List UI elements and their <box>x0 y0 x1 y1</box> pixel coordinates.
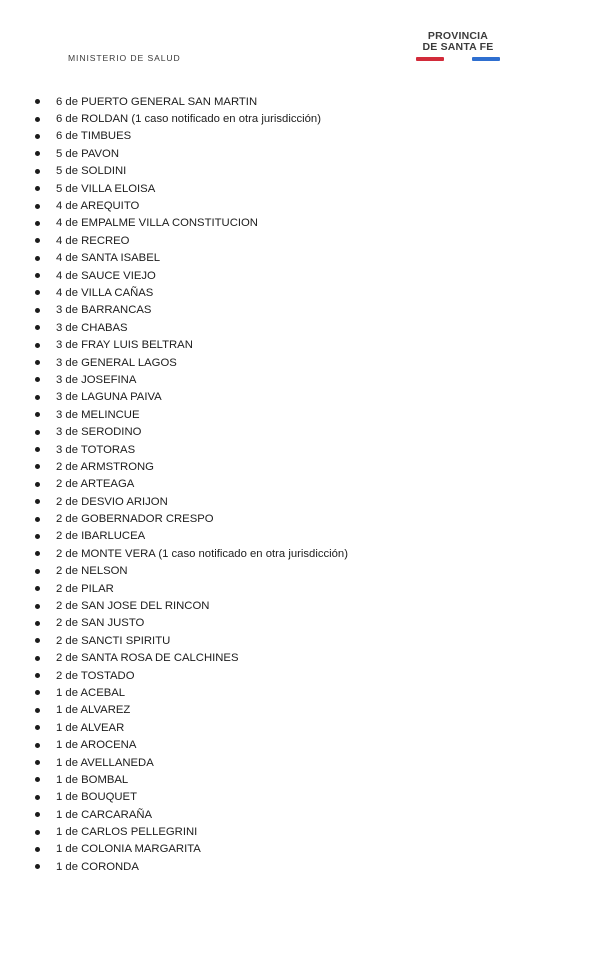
list-item-text: 2 de IBARLUCEA <box>56 530 146 543</box>
list-item <box>35 215 348 232</box>
list-item-text: 1 de ALVEAR <box>56 721 125 734</box>
bullet-icon <box>35 656 40 661</box>
logo-text-line1: PROVINCIA <box>427 30 489 42</box>
list-item-text: 3 de TOTORAS <box>56 443 136 456</box>
bullet-icon <box>35 638 40 643</box>
bullet-icon <box>35 586 40 591</box>
list-item <box>35 93 348 110</box>
bullet-icon <box>35 621 40 626</box>
list-item-text: 3 de JOSEFINA <box>56 373 137 386</box>
list-item-text: 4 de RECREO <box>56 234 130 247</box>
bullet-icon <box>35 795 40 800</box>
list-item <box>35 563 348 580</box>
list-item <box>35 197 348 214</box>
bullet-icon <box>35 708 40 713</box>
case-list <box>35 93 348 876</box>
bullet-icon <box>35 186 40 191</box>
list-item <box>35 232 348 249</box>
list-item-text: 3 de FRAY LUIS BELTRAN <box>56 339 193 352</box>
bullet-icon <box>35 604 40 609</box>
bullet-icon <box>35 673 40 678</box>
bullet-icon <box>35 551 40 556</box>
list-item-text: 3 de GENERAL LAGOS <box>56 356 177 369</box>
list-item-text: 1 de COLONIA MARGARITA <box>56 843 201 856</box>
list-item <box>35 510 348 527</box>
bullet-icon <box>35 221 40 226</box>
list-item <box>35 336 348 353</box>
list-item <box>35 545 348 562</box>
bullet-icon <box>35 569 40 574</box>
list-item-text: 1 de AVELLANEDA <box>56 756 154 769</box>
ministry-label: MINISTERIO DE SALUD <box>68 53 181 63</box>
bullet-icon <box>35 482 40 487</box>
list-item-text: 5 de SOLDINI <box>56 165 127 178</box>
list-item-text: 2 de SANTA ROSA DE CALCHINES <box>56 652 239 665</box>
list-item-text: 6 de TIMBUES <box>56 130 132 143</box>
bullet-icon <box>35 534 40 539</box>
bullet-icon <box>35 760 40 765</box>
bullet-icon <box>35 812 40 817</box>
list-item-text: 5 de VILLA ELOISA <box>56 182 156 195</box>
bullet-icon <box>35 430 40 435</box>
list-item <box>35 684 348 701</box>
list-item-text: 2 de SAN JUSTO <box>56 617 145 630</box>
list-item <box>35 771 348 788</box>
list-item <box>35 145 348 162</box>
list-item <box>35 110 348 127</box>
bullet-icon <box>35 117 40 122</box>
list-item-text: 6 de PUERTO GENERAL SAN MARTIN <box>56 95 258 108</box>
list-item <box>35 858 348 875</box>
bullet-icon <box>35 343 40 348</box>
bullet-icon <box>35 864 40 869</box>
list-item <box>35 458 348 475</box>
list-item-text: 2 de MONTE VERA (1 caso notificado en otra jurisdicción) <box>56 547 348 560</box>
list-item-text: 1 de BOMBAL <box>56 773 129 786</box>
list-item-text: 1 de ALVAREZ <box>56 704 131 717</box>
list-item <box>35 302 348 319</box>
bullet-icon <box>35 412 40 417</box>
bullet-icon <box>35 499 40 504</box>
list-item-text: 1 de ACEBAL <box>56 686 126 699</box>
list-item <box>35 841 348 858</box>
list-item-text: 4 de AREQUITO <box>56 200 140 213</box>
bullet-icon <box>35 256 40 261</box>
logo-red-bar <box>416 57 444 61</box>
list-item <box>35 615 348 632</box>
list-item <box>35 736 348 753</box>
list-item-text: 2 de PILAR <box>56 582 114 595</box>
list-item <box>35 597 348 614</box>
bullet-icon <box>35 447 40 452</box>
list-item <box>35 806 348 823</box>
list-item-text: 1 de BOUQUET <box>56 791 137 804</box>
list-item-text: 1 de CARCARAÑA <box>56 808 153 821</box>
list-item-text: 2 de DESVIO ARIJON <box>56 495 168 508</box>
bullet-icon <box>35 360 40 365</box>
list-item-text: 1 de AROCENA <box>56 739 137 752</box>
list-item-text: 4 de VILLA CAÑAS <box>56 286 154 299</box>
list-item <box>35 267 348 284</box>
list-item-text: 1 de CORONDA <box>56 860 139 873</box>
list-item-text: 3 de BARRANCAS <box>56 304 152 317</box>
list-item-text: 3 de SERODINO <box>56 426 142 439</box>
list-item-text: 3 de CHABAS <box>56 321 128 334</box>
list-item <box>35 423 348 440</box>
logo-blue-bar <box>472 57 500 61</box>
bullet-icon <box>35 690 40 695</box>
list-item <box>35 702 348 719</box>
list-item <box>35 476 348 493</box>
list-item <box>35 128 348 145</box>
list-item <box>35 493 348 510</box>
list-item <box>35 371 348 388</box>
bullet-icon <box>35 151 40 156</box>
list-item-text: 2 de ARTEAGA <box>56 478 135 491</box>
list-item <box>35 180 348 197</box>
list-item <box>35 823 348 840</box>
province-logo <box>416 31 500 61</box>
list-item <box>35 284 348 301</box>
bullet-icon <box>35 830 40 835</box>
bullet-icon <box>35 308 40 313</box>
list-item <box>35 528 348 545</box>
bullet-icon <box>35 743 40 748</box>
bullet-icon <box>35 99 40 104</box>
list-item <box>35 580 348 597</box>
list-item-text: 4 de SANTA ISABEL <box>56 252 161 265</box>
bullet-icon <box>35 847 40 852</box>
list-item-text: 2 de SAN JOSE DEL RINCON <box>56 600 210 613</box>
list-item-text: 2 de ARMSTRONG <box>56 460 154 473</box>
bullet-icon <box>35 204 40 209</box>
list-item-text: 3 de LAGUNA PAIVA <box>56 391 162 404</box>
bullet-icon <box>35 238 40 243</box>
list-item <box>35 667 348 684</box>
list-item-text: 4 de EMPALME VILLA CONSTITUCION <box>56 217 258 230</box>
bullet-icon <box>35 725 40 730</box>
list-item <box>35 319 348 336</box>
bullet-icon <box>35 777 40 782</box>
list-item-text: 6 de ROLDAN (1 caso notificado en otra jurisdicción) <box>56 113 321 126</box>
list-item <box>35 406 348 423</box>
list-item-text: 3 de MELINCUE <box>56 408 140 421</box>
list-item <box>35 163 348 180</box>
list-item <box>35 354 348 371</box>
list-item-text: 2 de NELSON <box>56 565 128 578</box>
list-item-text: 2 de SANCTI SPIRITU <box>56 634 171 647</box>
list-item <box>35 789 348 806</box>
bullet-icon <box>35 395 40 400</box>
bullet-icon <box>35 290 40 295</box>
list-item-text: 1 de CARLOS PELLEGRINI <box>56 826 198 839</box>
list-item <box>35 754 348 771</box>
bullet-icon <box>35 169 40 174</box>
logo-color-bars <box>416 57 500 61</box>
bullet-icon <box>35 273 40 278</box>
list-item-text: 5 de PAVON <box>56 147 119 160</box>
bullet-icon <box>35 134 40 139</box>
bullet-icon <box>35 464 40 469</box>
list-item <box>35 389 348 406</box>
list-item-text: 2 de TOSTADO <box>56 669 135 682</box>
list-item <box>35 250 348 267</box>
list-item-text: 2 de GOBERNADOR CRESPO <box>56 513 214 526</box>
bullet-icon <box>35 517 40 522</box>
logo-text-line2: DE SANTA FE <box>422 41 494 53</box>
list-item-text: 4 de SAUCE VIEJO <box>56 269 156 282</box>
list-item <box>35 650 348 667</box>
list-item <box>35 441 348 458</box>
bullet-icon <box>35 377 40 382</box>
list-item <box>35 719 348 736</box>
bullet-icon <box>35 325 40 330</box>
list-item <box>35 632 348 649</box>
